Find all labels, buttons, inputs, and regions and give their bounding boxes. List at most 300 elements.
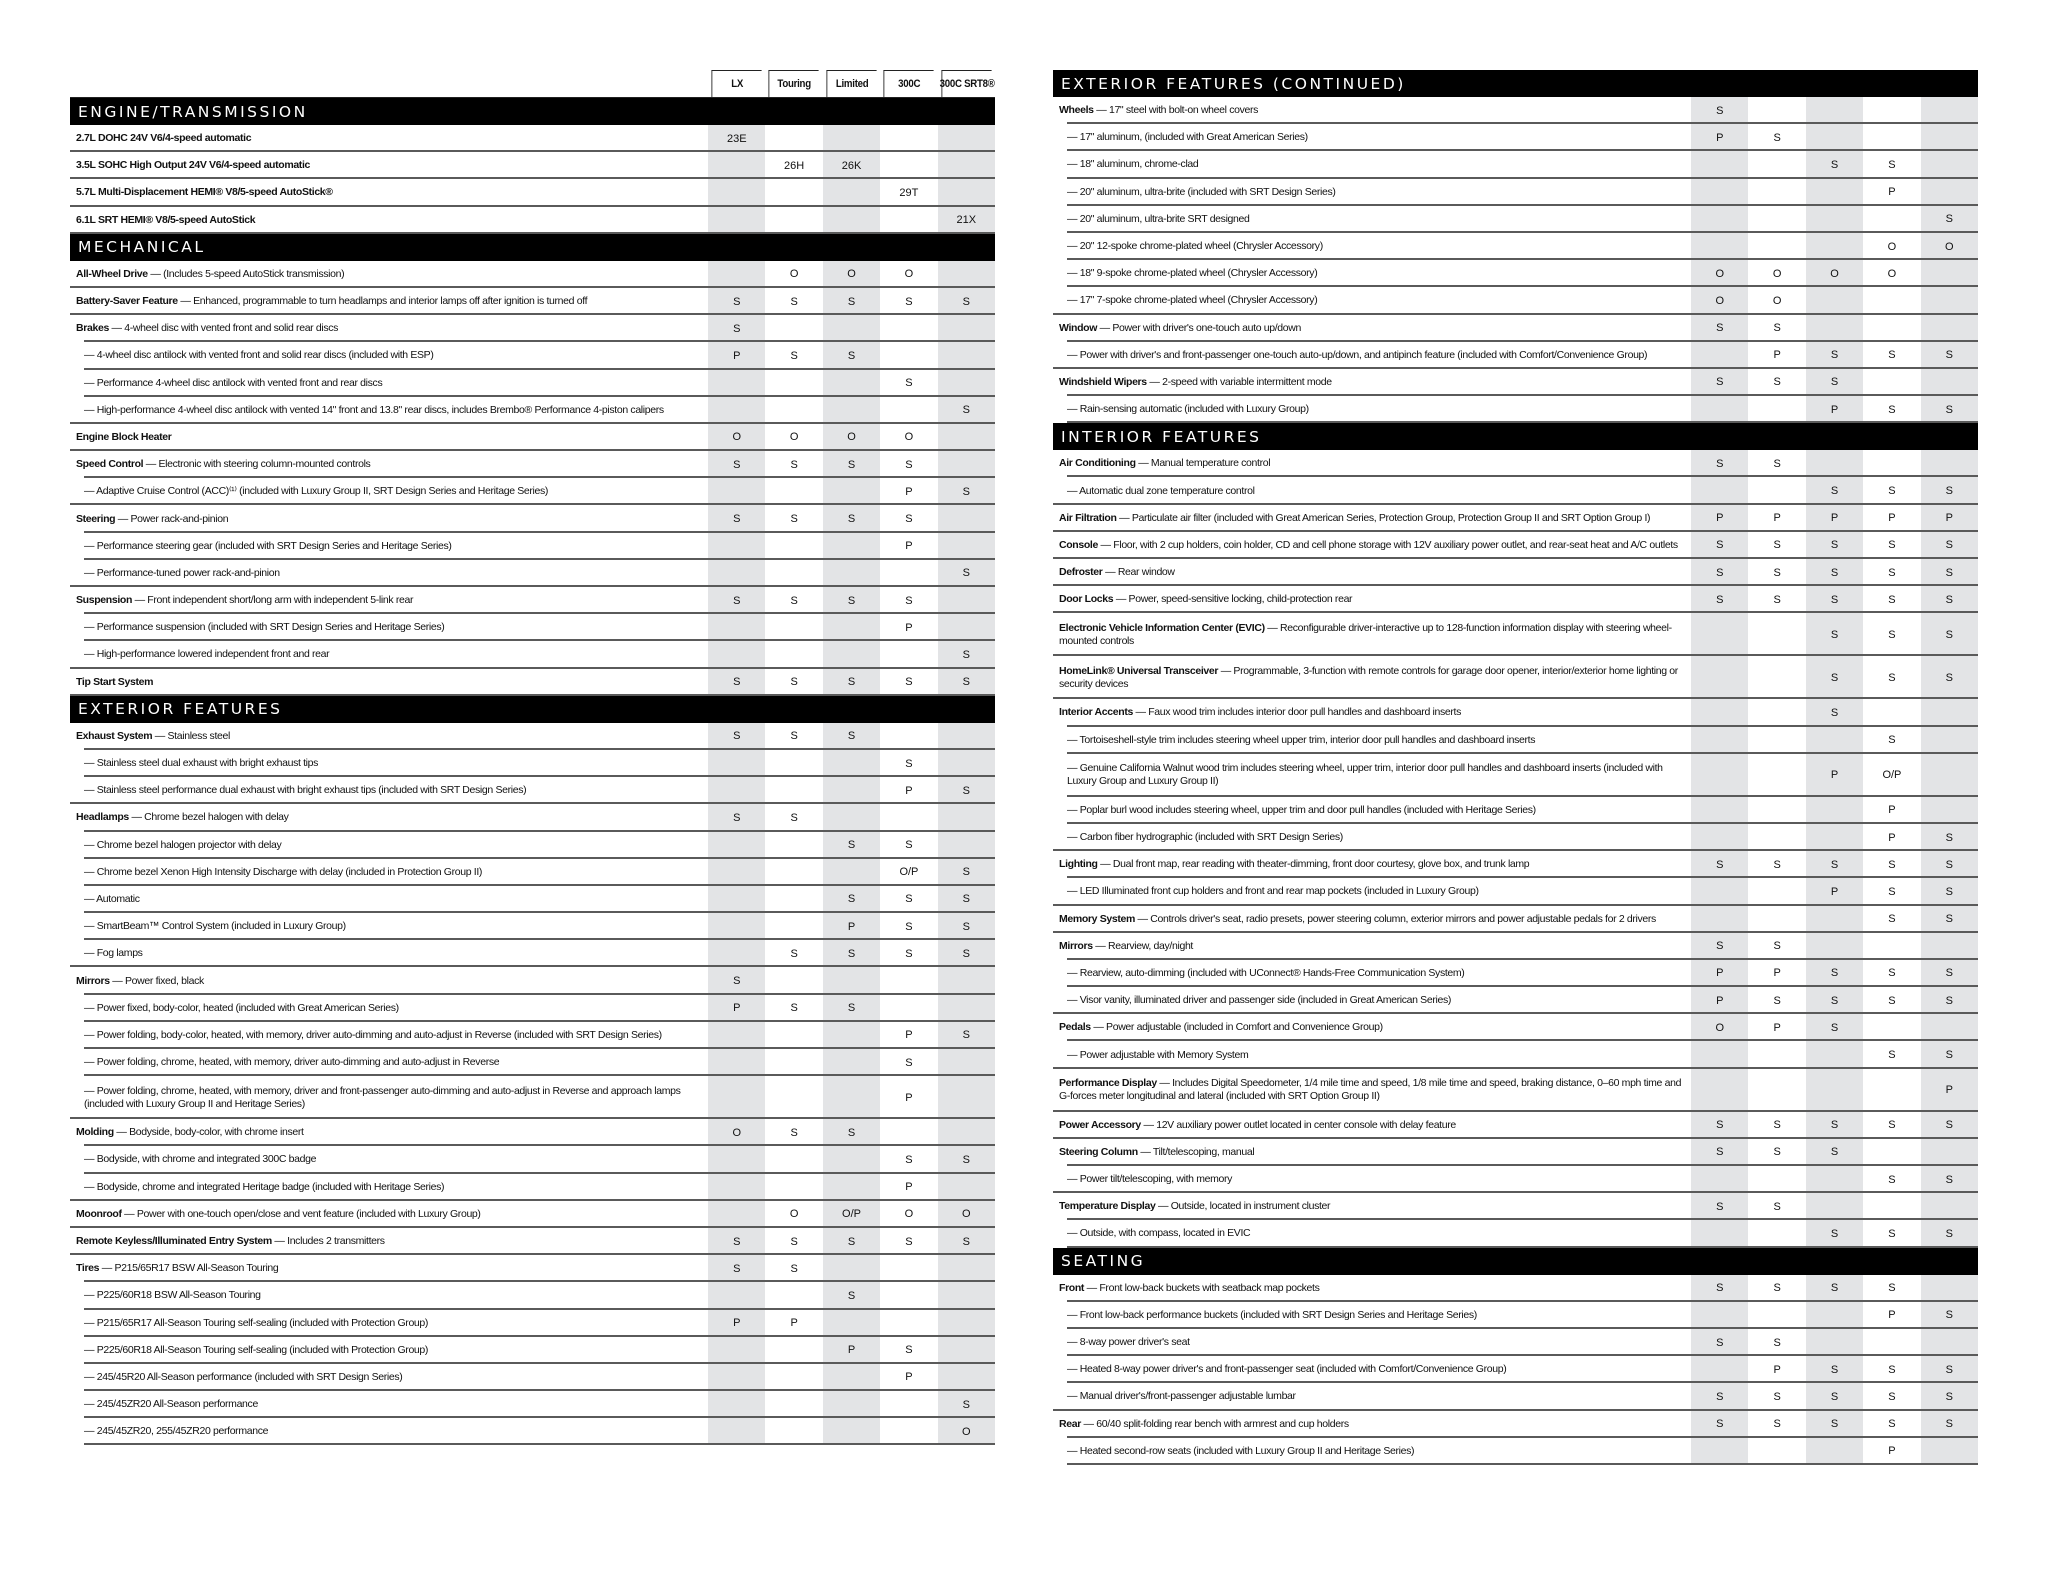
feature-text bbox=[1067, 1049, 1248, 1062]
feature-label bbox=[70, 750, 708, 777]
feature-row bbox=[70, 1174, 995, 1201]
availability-cell: P bbox=[905, 540, 913, 553]
availability-cell: S bbox=[938, 1228, 995, 1255]
availability-cell: S bbox=[1888, 885, 1896, 898]
availability-cell: S bbox=[905, 1235, 913, 1248]
feature-description: — Power with driver's one-touch auto up/down bbox=[1097, 321, 1301, 334]
availability-cell bbox=[1806, 1166, 1863, 1193]
availability-cell: S bbox=[708, 804, 765, 831]
feature-name: HomeLink® Universal Transceiver bbox=[1059, 664, 1219, 677]
availability-cell: P bbox=[905, 1371, 913, 1384]
feature-name: Window bbox=[1059, 321, 1098, 334]
feature-row bbox=[70, 1282, 995, 1309]
feature-name: Remote Keyless/Illuminated Entry System bbox=[76, 1235, 272, 1248]
feature-text bbox=[84, 947, 143, 960]
availability-cell bbox=[938, 1310, 995, 1337]
feature-text bbox=[84, 866, 482, 879]
availability-cell: S bbox=[1921, 1041, 1978, 1068]
feature-text bbox=[1067, 734, 1535, 747]
feature-label bbox=[1053, 532, 1691, 559]
availability-cell: S bbox=[1888, 1390, 1896, 1403]
feature-text bbox=[76, 431, 171, 444]
section-header: MECHANICAL bbox=[70, 234, 995, 261]
availability-cell: S bbox=[938, 641, 995, 668]
feature-description: — Floor, with 2 cup holders, coin holder, CD and cell phone storage with 12V auxiliary power outlet, and rear-seat heat and A/C outlets bbox=[1097, 538, 1678, 551]
availability-cell: S bbox=[823, 832, 880, 859]
availability-cell bbox=[880, 995, 937, 1022]
availability-cell bbox=[765, 614, 822, 641]
availability-cell bbox=[1806, 287, 1863, 314]
availability-cell bbox=[708, 179, 765, 206]
feature-name: Brakes bbox=[76, 322, 109, 335]
availability-cell bbox=[823, 967, 880, 994]
availability-cell: S bbox=[938, 1022, 995, 1049]
availability-cell: S bbox=[1806, 851, 1863, 878]
feature-text bbox=[1067, 267, 1317, 280]
availability-cell bbox=[1748, 1041, 1805, 1068]
availability-cell: S bbox=[790, 730, 798, 743]
feature-row bbox=[1053, 906, 1978, 933]
feature-label bbox=[1053, 656, 1691, 699]
availability-cell: S bbox=[1691, 532, 1748, 559]
availability-cell bbox=[1691, 206, 1748, 233]
feature-name: Performance Display bbox=[1059, 1077, 1157, 1090]
feature-description: — Manual temperature control bbox=[1135, 457, 1271, 470]
feature-description: — Heated 8-way power driver's and front-passenger seat (included with Comfort/Convenience Group) bbox=[1067, 1363, 1507, 1376]
feature-row bbox=[70, 1022, 995, 1049]
feature-row bbox=[70, 1418, 995, 1445]
availability-cell bbox=[823, 560, 880, 587]
availability-cell: P bbox=[1921, 505, 1978, 532]
availability-cell: S bbox=[1888, 734, 1896, 747]
availability-cell: S bbox=[1806, 1139, 1863, 1166]
availability-cell: P bbox=[1773, 512, 1781, 525]
feature-row bbox=[1053, 727, 1978, 754]
availability-cell: S bbox=[1921, 342, 1978, 369]
availability-cell bbox=[708, 1201, 765, 1228]
feature-label bbox=[1053, 1383, 1691, 1410]
availability-cell: S bbox=[1806, 369, 1863, 396]
availability-cell: S bbox=[1806, 960, 1863, 987]
availability-cell: S bbox=[1773, 131, 1781, 144]
availability-cell: P bbox=[708, 1310, 765, 1337]
feature-row bbox=[70, 750, 995, 777]
availability-cell bbox=[1921, 1193, 1978, 1220]
availability-cell bbox=[765, 1022, 822, 1049]
feature-row bbox=[1053, 505, 1978, 532]
availability-cell bbox=[880, 315, 937, 342]
feature-row bbox=[70, 125, 995, 152]
feature-row bbox=[1053, 1069, 1978, 1112]
availability-cell: S bbox=[708, 315, 765, 342]
availability-cell bbox=[823, 207, 880, 234]
feature-name: Electronic Vehicle Information Center (EVIC) bbox=[1059, 621, 1265, 634]
availability-cell bbox=[1921, 450, 1978, 477]
feature-label bbox=[70, 370, 708, 397]
availability-cell: S bbox=[1888, 628, 1896, 641]
feature-row bbox=[1053, 586, 1978, 613]
availability-cell: O/P bbox=[899, 866, 919, 879]
availability-cell: S bbox=[1921, 532, 1978, 559]
feature-text bbox=[84, 485, 548, 498]
availability-cell bbox=[1691, 656, 1748, 699]
availability-cell bbox=[765, 859, 822, 886]
availability-cell: S bbox=[1806, 151, 1863, 178]
availability-cell bbox=[765, 641, 822, 668]
availability-cell bbox=[708, 1022, 765, 1049]
feature-description: — 20" aluminum, ultra-brite (included with SRT Design Series) bbox=[1067, 185, 1336, 198]
availability-cell: S bbox=[1921, 656, 1978, 699]
feature-text bbox=[1059, 940, 1193, 953]
availability-cell bbox=[1691, 727, 1748, 754]
availability-cell: S bbox=[1806, 532, 1863, 559]
availability-cell: S bbox=[790, 295, 798, 308]
feature-text bbox=[84, 1029, 662, 1042]
availability-cell: S bbox=[1773, 593, 1781, 606]
availability-cell: O bbox=[904, 268, 914, 281]
availability-cell bbox=[765, 1337, 822, 1364]
feature-text bbox=[84, 1371, 402, 1384]
availability-cell bbox=[1863, 933, 1920, 960]
availability-cell: P bbox=[905, 1091, 913, 1104]
feature-label bbox=[1053, 1069, 1691, 1112]
feature-label bbox=[1053, 1411, 1691, 1438]
availability-cell bbox=[1748, 477, 1805, 504]
availability-cell: S bbox=[1691, 933, 1748, 960]
availability-cell: P bbox=[708, 995, 765, 1022]
availability-cell: P bbox=[708, 342, 765, 369]
feature-row bbox=[70, 179, 995, 206]
availability-cell bbox=[708, 641, 765, 668]
availability-cell: S bbox=[1921, 1356, 1978, 1383]
feature-text bbox=[76, 214, 255, 227]
availability-cell bbox=[938, 1255, 995, 1282]
availability-cell: P bbox=[1888, 804, 1896, 817]
availability-cell bbox=[708, 261, 765, 288]
feature-label bbox=[70, 886, 708, 913]
feature-row bbox=[1053, 613, 1978, 656]
availability-cell: S bbox=[1691, 1275, 1748, 1302]
availability-cell: S bbox=[1691, 1329, 1748, 1356]
feature-row bbox=[70, 1119, 995, 1146]
feature-label bbox=[70, 641, 708, 668]
availability-cell: 26H bbox=[784, 159, 805, 172]
feature-text bbox=[1067, 403, 1309, 416]
feature-text bbox=[1067, 1363, 1506, 1376]
feature-label bbox=[70, 587, 708, 614]
feature-name: Battery-Saver Feature bbox=[76, 295, 178, 308]
feature-label bbox=[1053, 1302, 1691, 1329]
availability-cell: P bbox=[1921, 1069, 1978, 1112]
availability-cell: S bbox=[1773, 1200, 1781, 1213]
feature-description: — Programmable, 3-function with remote controls for garage door opener, interior/exterior home lighting or security devices bbox=[1059, 664, 1678, 690]
availability-cell: S bbox=[1806, 477, 1863, 504]
feature-description: — Faux wood trim includes interior door pull handles and dashboard inserts bbox=[1132, 706, 1461, 719]
availability-cell: S bbox=[823, 587, 880, 614]
availability-cell: S bbox=[1806, 342, 1863, 369]
availability-cell: S bbox=[1773, 322, 1781, 335]
availability-cell bbox=[880, 1391, 937, 1418]
availability-cell: S bbox=[1773, 1418, 1781, 1431]
availability-cell bbox=[708, 397, 765, 424]
feature-label bbox=[70, 832, 708, 859]
section-header: SEATING bbox=[1053, 1248, 1978, 1275]
feature-text bbox=[1067, 240, 1323, 253]
feature-name: Temperature Display bbox=[1059, 1200, 1156, 1213]
feature-description: — Manual driver's/front-passenger adjustable lumbar bbox=[1067, 1390, 1296, 1403]
availability-cell: O bbox=[1691, 260, 1748, 287]
availability-cell: S bbox=[708, 451, 765, 478]
availability-cell: S bbox=[1921, 960, 1978, 987]
availability-cell: S bbox=[1921, 1166, 1978, 1193]
feature-text bbox=[76, 458, 370, 471]
availability-cell: O bbox=[708, 424, 765, 451]
feature-row bbox=[70, 505, 995, 532]
feature-text bbox=[76, 676, 153, 689]
availability-cell: S bbox=[1691, 851, 1748, 878]
feature-text bbox=[1067, 485, 1255, 498]
availability-cell: S bbox=[905, 1153, 913, 1166]
availability-cell: S bbox=[1888, 1227, 1896, 1240]
feature-text bbox=[1059, 376, 1332, 389]
availability-cell bbox=[938, 1282, 995, 1309]
availability-cell bbox=[938, 750, 995, 777]
availability-cell bbox=[1691, 613, 1748, 656]
section-header: ENGINE/TRANSMISSION bbox=[70, 98, 995, 125]
availability-cell bbox=[708, 1391, 765, 1418]
feature-text bbox=[76, 1262, 278, 1275]
availability-cell bbox=[1863, 1193, 1920, 1220]
availability-cell: P bbox=[1888, 1445, 1896, 1458]
availability-cell: S bbox=[1921, 477, 1978, 504]
availability-cell bbox=[938, 1119, 995, 1146]
feature-description: — Bodyside, body-color, with chrome insert bbox=[113, 1126, 304, 1139]
feature-text bbox=[1067, 131, 1308, 144]
availability-cell: S bbox=[938, 1391, 995, 1418]
feature-description: — P215/65R17 BSW All-Season Touring bbox=[99, 1262, 279, 1275]
availability-cell: S bbox=[1888, 566, 1896, 579]
feature-text bbox=[84, 621, 444, 634]
availability-cell: S bbox=[905, 513, 913, 526]
availability-cell bbox=[1806, 315, 1863, 342]
availability-cell: O bbox=[904, 1208, 914, 1221]
feature-label bbox=[70, 913, 708, 940]
availability-cell: S bbox=[938, 397, 995, 424]
availability-cell bbox=[1921, 933, 1978, 960]
availability-cell bbox=[765, 179, 822, 206]
feature-text bbox=[1067, 994, 1451, 1007]
availability-cell bbox=[1921, 797, 1978, 824]
column-300c: 300C bbox=[884, 70, 935, 97]
feature-text bbox=[1059, 665, 1691, 691]
availability-cell bbox=[1806, 906, 1863, 933]
feature-text bbox=[76, 132, 251, 145]
availability-cell bbox=[1748, 151, 1805, 178]
availability-cell: P bbox=[905, 1181, 913, 1194]
availability-cell bbox=[938, 587, 995, 614]
feature-label bbox=[1053, 586, 1691, 613]
availability-cell: S bbox=[1888, 593, 1896, 606]
feature-description: — P225/60R18 BSW All-Season Touring bbox=[84, 1289, 261, 1302]
availability-cell: S bbox=[790, 458, 798, 471]
section-header: EXTERIOR FEATURES bbox=[70, 696, 995, 723]
availability-cell bbox=[708, 152, 765, 179]
availability-cell bbox=[1748, 1438, 1805, 1465]
feature-row bbox=[1053, 179, 1978, 206]
availability-cell: P bbox=[1691, 960, 1748, 987]
availability-cell: S bbox=[1773, 457, 1781, 470]
availability-cell: S bbox=[1691, 1193, 1748, 1220]
availability-cell bbox=[1921, 1275, 1978, 1302]
availability-cell: S bbox=[1921, 824, 1978, 851]
availability-cell: P bbox=[1773, 1363, 1781, 1376]
feature-row bbox=[70, 1049, 995, 1076]
feature-label bbox=[1053, 287, 1691, 314]
feature-name: All-Wheel Drive bbox=[76, 267, 148, 280]
availability-cell: O bbox=[904, 431, 914, 444]
feature-row bbox=[70, 342, 995, 369]
feature-description: — Fog lamps bbox=[84, 947, 143, 960]
availability-cell bbox=[1748, 824, 1805, 851]
availability-cell: S bbox=[905, 295, 913, 308]
feature-description: — Power fixed, black bbox=[109, 974, 204, 987]
availability-cell: S bbox=[938, 669, 995, 696]
feature-description: — Performance steering gear (included with SRT Design Series and Heritage Series) bbox=[84, 539, 452, 552]
feature-label bbox=[1053, 987, 1691, 1014]
availability-cell bbox=[1921, 124, 1978, 151]
feature-row bbox=[1053, 987, 1978, 1014]
feature-label bbox=[1053, 1112, 1691, 1139]
feature-label bbox=[1053, 1139, 1691, 1166]
availability-cell: S bbox=[1773, 1390, 1781, 1403]
availability-cell: S bbox=[823, 995, 880, 1022]
availability-cell bbox=[938, 1337, 995, 1364]
availability-cell: S bbox=[1921, 586, 1978, 613]
availability-cell: S bbox=[905, 757, 913, 770]
feature-row bbox=[70, 1228, 995, 1255]
feature-row bbox=[70, 533, 995, 560]
availability-cell bbox=[765, 397, 822, 424]
availability-cell bbox=[938, 152, 995, 179]
feature-name: Rear bbox=[1059, 1417, 1081, 1430]
feature-label bbox=[70, 804, 708, 831]
feature-description: — 18" 9-spoke chrome-plated wheel (Chrysler Accessory) bbox=[1067, 267, 1318, 280]
availability-cell bbox=[1806, 1193, 1863, 1220]
availability-cell: S bbox=[1691, 586, 1748, 613]
availability-cell bbox=[880, 1418, 937, 1445]
feature-description: — Power with driver's and front-passenger one-touch auto-up/down, and antipinch feature (included with Comfort/Convenience Group) bbox=[1067, 348, 1648, 361]
section-header: INTERIOR FEATURES bbox=[1053, 423, 1978, 450]
availability-cell: S bbox=[1921, 1383, 1978, 1410]
feature-name: Steering bbox=[76, 512, 116, 525]
availability-cell bbox=[823, 1364, 880, 1391]
feature-text bbox=[1059, 1282, 1320, 1295]
availability-cell bbox=[823, 478, 880, 505]
feature-name: 3.5L SOHC High Output 24V V6/4-speed automatic bbox=[76, 159, 311, 172]
availability-cell: S bbox=[1773, 858, 1781, 871]
availability-cell bbox=[1806, 797, 1863, 824]
feature-label bbox=[1053, 124, 1691, 151]
feature-text bbox=[1059, 104, 1258, 117]
feature-row bbox=[70, 1391, 995, 1418]
availability-cell: P bbox=[1691, 124, 1748, 151]
availability-cell bbox=[765, 315, 822, 342]
availability-cell bbox=[1806, 1041, 1863, 1068]
feature-label bbox=[1053, 1041, 1691, 1068]
availability-cell bbox=[938, 1174, 995, 1201]
column-300c-srt8: 300C SRT8® bbox=[941, 70, 992, 97]
availability-cell bbox=[1748, 656, 1805, 699]
availability-cell bbox=[823, 1310, 880, 1337]
availability-cell: S bbox=[823, 288, 880, 315]
feature-text bbox=[1067, 349, 1647, 362]
availability-cell bbox=[708, 1049, 765, 1076]
availability-cell bbox=[708, 478, 765, 505]
availability-cell: S bbox=[1921, 851, 1978, 878]
availability-cell bbox=[1748, 797, 1805, 824]
availability-cell bbox=[708, 777, 765, 804]
availability-cell: P bbox=[905, 485, 913, 498]
feature-row bbox=[70, 832, 995, 859]
feature-row bbox=[1053, 260, 1978, 287]
availability-cell: S bbox=[790, 1002, 798, 1015]
availability-cell bbox=[1691, 477, 1748, 504]
availability-cell bbox=[1748, 1220, 1805, 1247]
feature-row bbox=[70, 967, 995, 994]
availability-cell: O bbox=[1691, 1014, 1748, 1041]
feature-label bbox=[1053, 151, 1691, 178]
availability-cell bbox=[823, 614, 880, 641]
feature-description: — 17" aluminum, (included with Great American Series) bbox=[1067, 131, 1308, 144]
section-header: EXTERIOR FEATURES (CONTINUED) bbox=[1053, 70, 1978, 97]
availability-cell: S bbox=[708, 967, 765, 994]
feature-text bbox=[76, 811, 289, 824]
availability-cell: S bbox=[905, 458, 913, 471]
feature-label bbox=[70, 669, 708, 696]
availability-cell bbox=[823, 777, 880, 804]
availability-cell bbox=[1691, 233, 1748, 260]
feature-description: — Rear window bbox=[1102, 566, 1175, 579]
availability-cell: S bbox=[1888, 858, 1896, 871]
availability-cell bbox=[1748, 233, 1805, 260]
feature-text bbox=[84, 784, 526, 797]
feature-row bbox=[70, 859, 995, 886]
feature-label bbox=[1053, 878, 1691, 905]
feature-label bbox=[70, 424, 708, 451]
feature-text bbox=[1059, 1200, 1330, 1213]
column-touring: Touring bbox=[769, 70, 820, 97]
feature-name: Molding bbox=[76, 1126, 114, 1139]
feature-description: — Power folding, chrome, heated, with memory, driver and front-passenger auto-dimming and auto-adjust in Reverse and approach lamps (included with Luxury Group II and Heritage Series) bbox=[84, 1084, 681, 1110]
availability-cell bbox=[1921, 369, 1978, 396]
availability-cell bbox=[765, 1076, 822, 1119]
feature-label bbox=[1053, 1356, 1691, 1383]
feature-text bbox=[1067, 762, 1691, 788]
feature-description: — Visor vanity, illuminated driver and passenger side (included in Great American Series) bbox=[1067, 994, 1451, 1007]
feature-label bbox=[1053, 1329, 1691, 1356]
availability-cell bbox=[1863, 1139, 1920, 1166]
feature-text bbox=[1067, 1390, 1296, 1403]
availability-cell: S bbox=[1691, 369, 1748, 396]
availability-cell: P bbox=[905, 1029, 913, 1042]
availability-cell bbox=[1921, 97, 1978, 124]
availability-cell bbox=[1691, 1069, 1748, 1112]
feature-text bbox=[84, 404, 664, 417]
feature-row bbox=[1053, 1356, 1978, 1383]
feature-label bbox=[70, 614, 708, 641]
feature-row bbox=[1053, 754, 1978, 797]
availability-cell bbox=[708, 750, 765, 777]
